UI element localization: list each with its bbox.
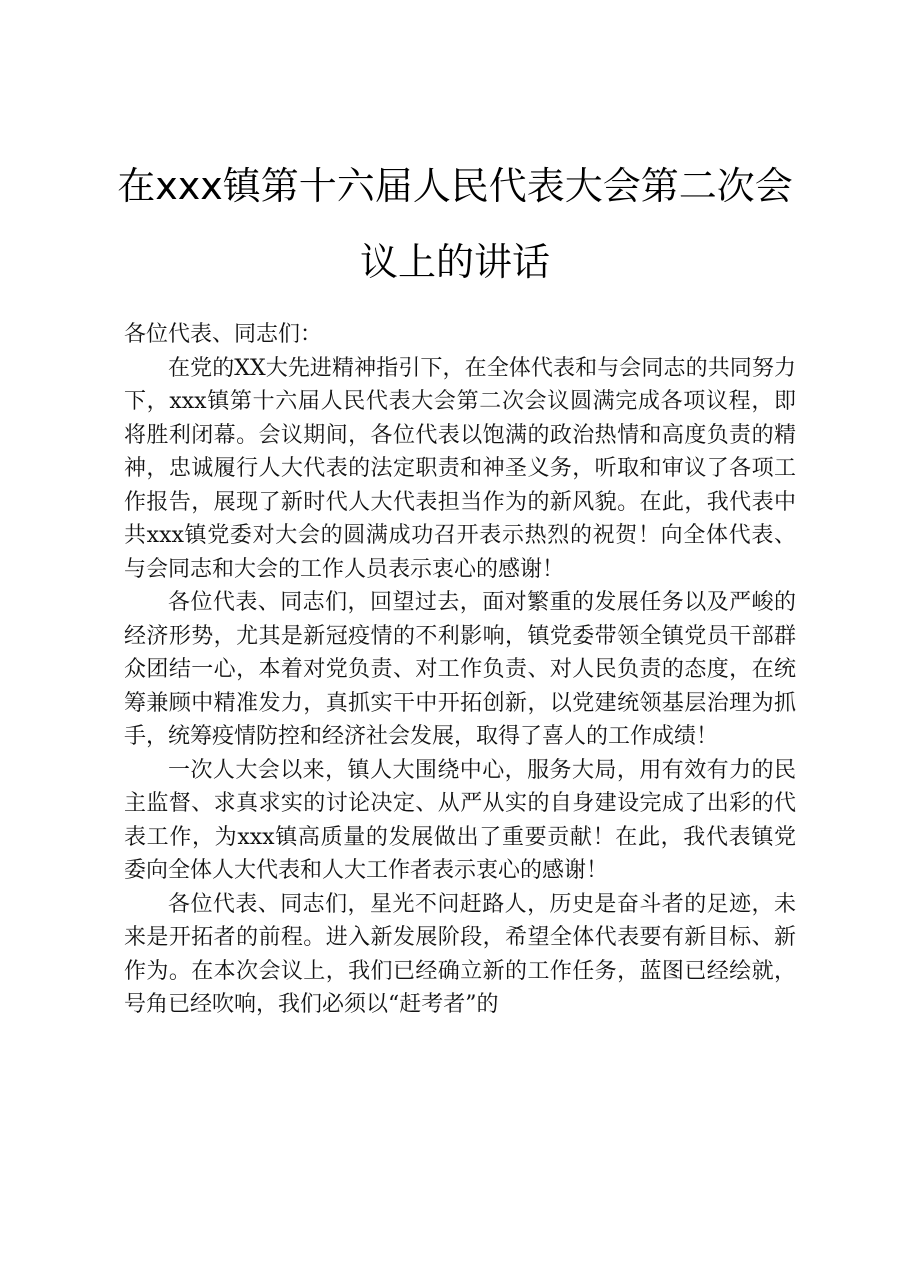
- paragraph-3: 一次人大会以来，镇人大围绕中心，服务大局，用有效有力的民主监督、求真求实的讨论决定、从严从实的自身建设完成了出彩的代表工作，为xxx镇高质量的发展做出了重要贡献！在此，我代表镇党委向全体人大代表和人大工作者表示衷心的感谢！: [124, 757, 796, 883]
- paragraph-1: 在党的XX大先进精神指引下，在全体代表和与会同志的共同努力下，xxx镇第十六届人民代表大会第二次会议圆满完成各项议程，即将胜利闭幕。会议期间，各位代表以饱满的政治热情和高度负责的精神，忠诚履行人大代表的法定职责和神圣义务，听取和审议了各项工作报告，展现了新时代人大代表担当作为的新风貌。在此，我代表中共xxx镇党委对大会的圆满成功召开表示热烈的祝贺！向全体代表、与会同志和大会的工作人员表示衷心的感谢！: [124, 355, 796, 582]
- document-body: [124, 318, 796, 1022]
- paragraph-4: 各位代表、同志们，星光不问赶路人，历史是奋斗者的足迹，未来是开拓者的前程。进入新发展阶段，希望全体代表要有新目标、新作为。在本次会议上，我们已经确立新的工作任务，蓝图已经绘就，号角已经吹响，我们必须以“赶考者”的: [124, 891, 796, 1017]
- paragraph-2: 各位代表、同志们，回望过去，面对繁重的发展任务以及严峻的经济形势，尤其是新冠疫情的不利影响，镇党委带领全镇党员干部群众团结一心，本着对党负责、对工作负责、对人民负责的态度，在统筹兼顾中精准发力，真抓实干中开拓创新，以党建统领基层治理为抓手，统筹疫情防控和经济社会发展，取得了喜人的工作成绩！: [124, 590, 796, 749]
- salutation: 各位代表、同志们：: [124, 322, 323, 347]
- document-title: 在xxx镇第十六届人民代表大会第二次会议上的讲话: [117, 164, 793, 284]
